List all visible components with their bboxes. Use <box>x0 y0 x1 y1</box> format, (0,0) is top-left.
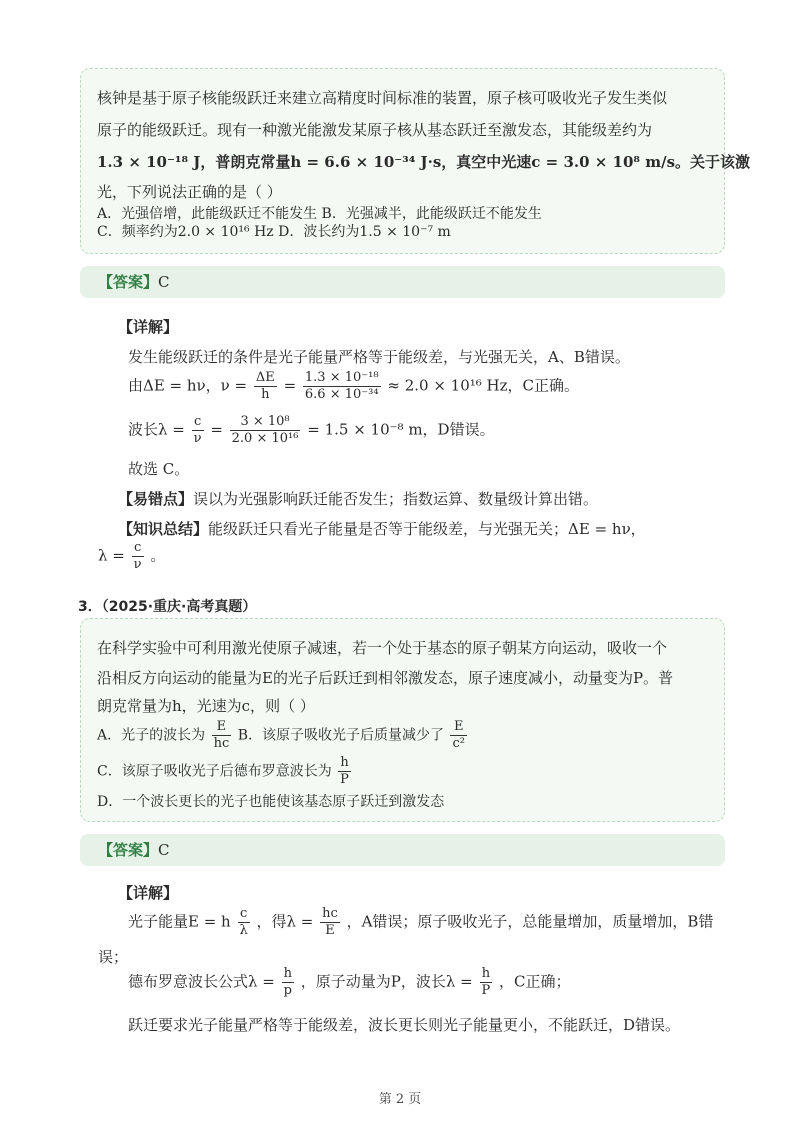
q2-detail-line-1: 发生能级跃迁的条件是光子能量严格等于能级差，与光强无关，A、B错误。 <box>128 348 630 366</box>
frac-den: c² <box>452 736 465 751</box>
q2-d3-pre: 波长λ = <box>128 420 190 439</box>
q2-answer-value: C <box>158 273 170 291</box>
q3-options-ab <box>97 719 469 752</box>
question-3-box <box>80 618 725 822</box>
q3-optC-fraction <box>338 755 351 788</box>
frac-num: c <box>132 540 144 557</box>
q3-stem-line-2: 沿相反方向运动的能量为E的光子后跃迁到相邻激发态，原子速度减小，动量变为P。普 <box>97 669 674 687</box>
q3-optC-pre: C．该原子吸收光子后德布罗意波长为 <box>97 763 332 780</box>
q3-answer-bar <box>80 834 725 866</box>
q3-d2-fraction-2 <box>480 966 493 999</box>
q2-d3-post: = 1.5 × 10⁻⁸ m，D错误。 <box>307 420 495 439</box>
q2-answer-bar <box>80 266 725 298</box>
q3-detail-line-3: 跃迁要求光子能量严格等于能级差，波长更长则光子能量更小，不能跃迁，D错误。 <box>128 1016 681 1034</box>
q3-d2-mid: ，原子动量为P，波长λ = <box>300 972 478 991</box>
eq-sign: = <box>283 376 301 395</box>
q2-sum2-post: 。 <box>150 546 166 565</box>
q2-d2-fraction-1 <box>254 370 277 403</box>
q2-summary-label: 【知识总结】 <box>118 520 209 538</box>
q3-answer-value: C <box>158 841 170 859</box>
q2-error-point <box>118 488 598 509</box>
q2-detail-label: 【详解】 <box>118 318 179 336</box>
q3-optA-fraction <box>212 719 232 752</box>
q3-detail-line-1 <box>128 906 713 939</box>
q3-header: 3．（2025·重庆·高考真题） <box>78 599 257 615</box>
frac-den: 6.6 × 10⁻³⁴ <box>304 387 379 402</box>
q2-options-ab: A．光强倍增，此能级跃迁不能发生 B．光强减半，此能级跃迁不能发生 <box>97 206 542 222</box>
frac-den: 2.0 × 10¹⁶ <box>231 431 299 446</box>
q2-detail-line-3 <box>128 414 495 447</box>
frac-num: hc <box>322 906 338 921</box>
frac-den: ν <box>133 557 142 572</box>
q3-optB-fraction <box>450 719 467 752</box>
q2-error-text: 误以为光强影响跃迁能否发生；指数运算、数量级计算出错。 <box>193 490 599 508</box>
q3-detail-line-2 <box>128 966 571 999</box>
frac-num: c <box>192 414 204 431</box>
q3-option-c <box>97 755 353 788</box>
frac-den: p <box>283 983 292 998</box>
q2-stem-line-4: 光，下列说法正确的是（ ） <box>97 183 282 201</box>
q2-d2-pre: 由ΔE = hν，ν = <box>128 376 252 395</box>
q2-summary <box>118 518 646 539</box>
question-2-box <box>80 68 751 254</box>
q3-optA-pre: A．光子的波长为 <box>97 727 206 744</box>
q3-detail-line-1b: 误； <box>98 948 129 966</box>
q2-d2-post: ≈ 2.0 × 10¹⁶ Hz，C正确。 <box>387 376 579 395</box>
q3-detail-label: 【详解】 <box>118 884 179 902</box>
q2-error-label: 【易错点】 <box>118 490 194 508</box>
frac-den: h <box>261 387 270 402</box>
q3-d1-fraction-2 <box>320 906 340 939</box>
frac-den: E <box>325 923 335 938</box>
q2-summary-fraction <box>132 540 144 573</box>
frac-num: h <box>480 966 493 983</box>
q2-d2-fraction-2 <box>303 370 381 403</box>
frac-den: λ <box>239 923 248 938</box>
q2-summary-line-2 <box>98 540 165 573</box>
q3-stem-line-1: 在科学实验中可利用激光使原子减速，若一个处于基态的原子朝某方向运动，吸收一个 <box>97 639 668 657</box>
page-number: 第 2 页 <box>378 1092 422 1107</box>
q3-stem-line-3: 朗克常量为h，光速为c，则（ ） <box>97 697 315 715</box>
q2-options-cd: C．频率约为2.0 × 10¹⁶ Hz D．波长约为1.5 × 10⁻⁷ m <box>97 224 451 240</box>
frac-num: h <box>338 755 351 772</box>
q2-stem-line-1: 核钟是基于原子核能级跃迁来建立高精度时间标准的装置，原子核可吸收光子发生类似 <box>97 89 668 107</box>
q3-d1-post: ，A错误；原子吸收光子，总能量增加，质量增加，B错 <box>346 912 714 931</box>
frac-num: c <box>238 906 250 923</box>
frac-den: P <box>481 983 491 998</box>
q3-d1-pre: 光子能量E = h <box>128 912 231 931</box>
q3-d1-mid: ，得λ = <box>256 912 319 931</box>
q2-stem-line-3: 1.3 × 10⁻¹⁸ J，普朗克常量h = 6.6 × 10⁻³⁴ J·s，真空中光速c = 3.0 × 10⁸ m/s。关于该激 <box>97 153 751 171</box>
q2-answer-label: 【答案】 <box>98 273 159 291</box>
frac-num: E <box>450 719 467 736</box>
q2-sum2-pre: λ = <box>98 546 130 565</box>
q3-option-d: D．一个波长更长的光子也能使该基态原子跃迁到激发态 <box>97 794 445 810</box>
q2-summary-text: 能级跃迁只看光子能量是否等于能级差，与光强无关；ΔE = hν， <box>208 520 646 538</box>
q2-d3-fraction-1 <box>192 414 204 447</box>
frac-num: E <box>212 719 232 736</box>
frac-num: ΔE <box>255 370 275 385</box>
frac-den: ν <box>193 431 202 446</box>
q2-stem-line-2: 原子的能级跃迁。现有一种激光能激发某原子核从基态跃迁至激发态，其能级差约为 <box>97 121 653 139</box>
frac-num: h <box>283 966 292 981</box>
q2-d3-fraction-2 <box>230 414 301 447</box>
q2-detail-line-2 <box>128 370 579 403</box>
q3-d2-fraction-1 <box>282 966 294 999</box>
q3-d2-post: ，C正确； <box>499 972 571 991</box>
frac-num: 1.3 × 10⁻¹⁸ <box>304 370 379 385</box>
q3-d2-pre: 德布罗意波长公式λ = <box>128 972 280 991</box>
q3-d1-fraction-1 <box>238 906 250 939</box>
q2-detail-line-4: 故选 C。 <box>128 460 190 478</box>
frac-num: 3 × 10⁸ <box>230 414 301 431</box>
q3-answer-label: 【答案】 <box>98 841 159 859</box>
frac-den: P <box>340 772 349 787</box>
eq-sign: = <box>210 420 228 439</box>
q3-optB-pre: B．该原子吸收光子后质量减少了 <box>237 727 444 744</box>
frac-den: hc <box>213 736 230 751</box>
